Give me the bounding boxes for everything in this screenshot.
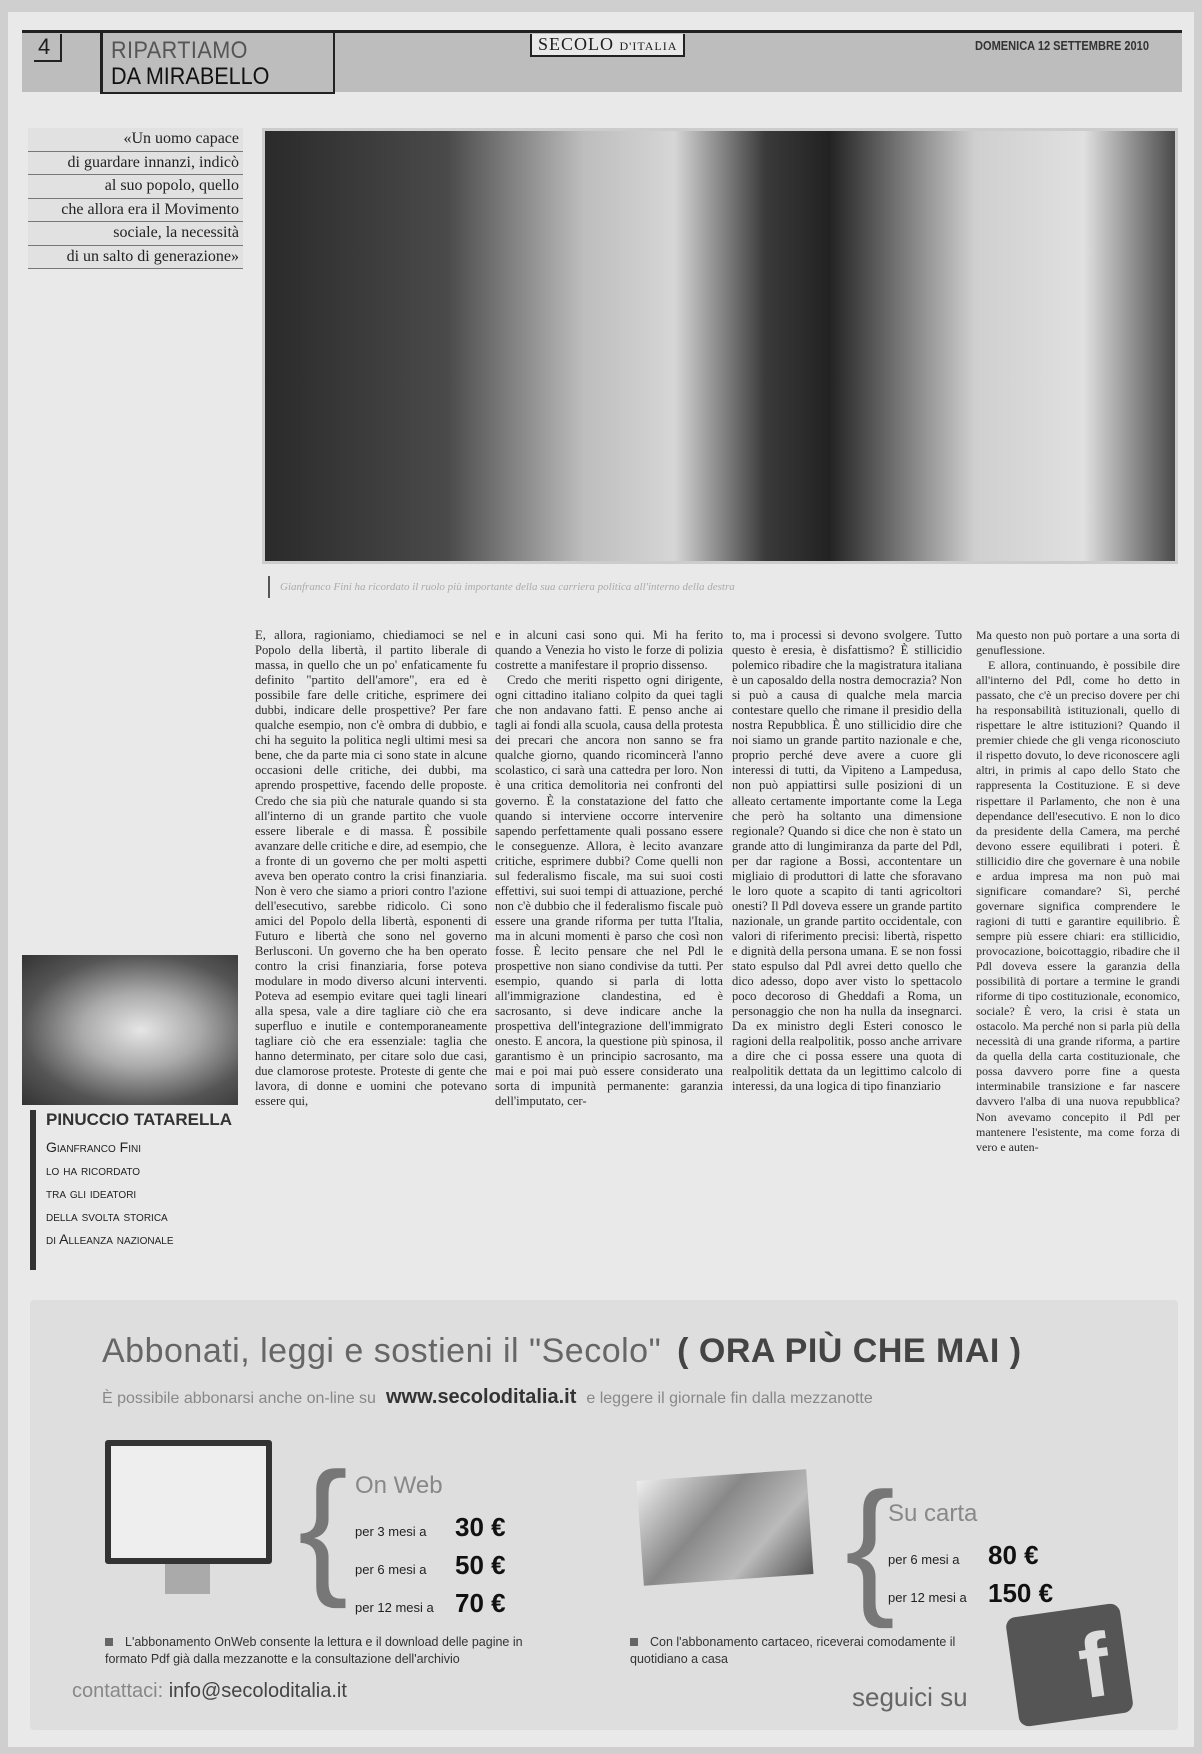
issue-date: DOMENICA 12 SETTEMBRE 2010 bbox=[975, 38, 1149, 53]
caption-line: di Alleanza nazionale bbox=[46, 1231, 174, 1247]
contact-email-link[interactable]: info@secoloditalia.it bbox=[168, 1680, 347, 1702]
web-offer-title: On Web bbox=[355, 1472, 443, 1499]
portrait-name: PINUCCIO TATARELLA bbox=[46, 1110, 233, 1129]
paper-note bbox=[630, 1634, 975, 1668]
paragraph: E allora, continuando, è possibile dire all'interno del Pdl, come ho detto in passato, che c'è un preciso dovere per chi ha responsabilità istituzionali, quello di rispettare le altre istituzioni? Quando il premier chiede che gli venga riconosciuto il rispetto dovuto, lo deve riconoscere agli altri, in primis al capo dello Stato che rappresenta la Costituzione. E si deve rispettare il Parlamento, che non è una dependance dell'esecutivo. E non lo dico da presidente della Camera, ma perché devono essere equilibrati i poteri. È stillicidio dire che governare è una nobile e ardua impresa ma non può mai significare comandare? Sì, perché governare significa comprendere le ragioni di tutti e garantire equilibrio. È sempre più essere chiari: era stillicidio, provocazione, boicottaggio, ribadire che il Pdl doveva essere la garanzia della possibilità di portare a termine le grandi riforme di tipo costituzionale, economico, sociale? È vero, la crisi è stata un ostacolo. Ma perché non si parla più della necessità di una grande riforma, a partire da quella della carta costituzionale, che possa davvero porre fine a questa interminabile transizione e far nascere davvero l'alba di una nuova repubblica? Non avevamo concepito il Pdl per mantenere l'esistente, ma come forza di vero e auten- bbox=[976, 658, 1180, 1154]
main-photo bbox=[262, 128, 1178, 564]
ad-sub-before: È possibile abbonarsi anche on-line su bbox=[102, 1390, 376, 1407]
section-title-line1: RIPARTIAMO bbox=[111, 37, 248, 64]
portrait-photo bbox=[22, 955, 238, 1105]
subscription-ad bbox=[30, 1300, 1178, 1730]
article-column-1 bbox=[255, 628, 487, 1278]
pull-quote-line: «Un uomo capace bbox=[28, 128, 243, 152]
caption-line: tra gli ideatori bbox=[46, 1185, 137, 1201]
section-title-line2: DA MIRABELLO bbox=[111, 63, 270, 90]
ad-sub-after: e leggere il giornale fin dalla mezzanotte bbox=[586, 1390, 873, 1407]
paragraph: e in alcuni casi sono qui. Mi ha ferito quando a Venezia ho visto le forze di polizia costrette a manifestare il proprio dissenso. bbox=[495, 628, 723, 673]
article-column-4 bbox=[976, 628, 1180, 1278]
offer-label: per 3 mesi a bbox=[355, 1524, 427, 1539]
offer-label: per 12 mesi a bbox=[888, 1590, 967, 1605]
ad-url-link[interactable]: www.secoloditalia.it bbox=[385, 1386, 577, 1408]
offer-price: 80 € bbox=[988, 1540, 1039, 1570]
facebook-icon[interactable]: f bbox=[1005, 1603, 1134, 1728]
caption-line: della svolta storica bbox=[46, 1208, 168, 1224]
paper-offer-rows bbox=[888, 1540, 1053, 1616]
photo-caption: Gianfranco Fini ha ricordato il ruolo più importante della sua carriera politica all'interno della destra bbox=[268, 576, 1180, 598]
brace-icon: { bbox=[845, 1461, 896, 1629]
caption-line: Gianfranco Fini bbox=[46, 1139, 142, 1155]
pull-quote-line: di un salto di generazione» bbox=[28, 246, 243, 270]
newspaper-image bbox=[637, 1469, 814, 1586]
pull-quote-line: di guardare innanzi, indicò bbox=[28, 152, 243, 176]
offer-price: 70 € bbox=[455, 1588, 506, 1618]
ad-headline-caps: ( ORA PIÙ CHE MAI ) bbox=[677, 1332, 1022, 1370]
paragraph: Ma questo non può portare a una sorta di genuflessione. bbox=[976, 628, 1180, 658]
bullet-icon bbox=[105, 1638, 113, 1646]
pull-quote-line: al suo popolo, quello bbox=[28, 175, 243, 199]
web-note-text: L'abbonamento OnWeb consente la lettura e il download delle pagine in formato Pdf già dalla mezzanotte e la consultazione dell'archivio bbox=[105, 1635, 523, 1666]
monitor-icon bbox=[105, 1440, 272, 1564]
pull-quote-line: che allora era il Movimento bbox=[28, 199, 243, 223]
page-number: 4 bbox=[34, 34, 62, 62]
contact bbox=[72, 1680, 347, 1703]
article-column-2 bbox=[495, 628, 723, 1278]
masthead bbox=[530, 34, 685, 57]
article-column-3 bbox=[732, 628, 962, 1278]
offer-label: per 6 mesi a bbox=[355, 1562, 427, 1577]
ad-headline-text: Abbonati, leggi e sostieni il "Secolo" bbox=[102, 1332, 662, 1370]
brace-icon: { bbox=[298, 1441, 349, 1609]
offer-price: 30 € bbox=[455, 1512, 506, 1542]
pull-quote-line: sociale, la necessità bbox=[28, 222, 243, 246]
ad-headline bbox=[102, 1332, 1022, 1371]
masthead-suffix: D'ITALIA bbox=[619, 39, 678, 53]
caption-line: lo ha ricordato bbox=[46, 1162, 141, 1178]
pull-quote bbox=[28, 128, 243, 269]
section-title bbox=[100, 32, 335, 94]
paper-offer-title: Su carta bbox=[888, 1500, 978, 1527]
paragraph: to, ma i processi si devono svolgere. Tutto questo è eresia, è disfattismo? È stillicidio polemico ribadire che la magistratura italiana è un caposaldo della nostra democrazia? Non si può a causa di qualche mela marcia contestare quello che rimane il presidio della nostra Repubblica. È uno stillicidio dire che noi siamo un grande partito nazionale e che, proprio perché deve avere a cuore gli interessi di tutti, da Vipiteno a Lampedusa, non può appiattirsi sulle posizioni di un alleato certamente importante come la Lega che però ha soltanto una dimensione regionale? Quando si dice che non è stato un grande atto di lungimiranza da parte del Pdl, per dar ragione a Bossi, accontentare un migliaio di produttori di latte che sforavano le loro quote a scapito di tanti agricoltori onesti? Il Pdl doveva essere un grande partito nazionale, un grande partito occidentale, con valori di riferimento precisi: libertà, rispetto e dignità della persona umana. E se non fossi stato espulso dal Pdl avrei detto quello che dico adesso, dopo aver visto lo spettacolo poco decoroso di Gheddafi a Roma, un personaggio che non ha nulla da insegnarci. Da ex ministro degli Esteri conosco le ragioni della realpolitik, posso anche arrivare a dire che ci possa essere una quota di realpolitik dettata da un legittimo calcolo di interessi, da una logica di tipo finanziario bbox=[732, 628, 962, 1094]
monitor-stand-icon bbox=[165, 1564, 210, 1594]
paragraph: E, allora, ragioniamo, chiediamoci se nel Popolo della libertà, il partito liberale di massa, in quello che un po' enfaticamente fu definito "partito dell'amore", era ed è possibile fare delle critiche, esprimere dei dubbi, indicare delle prospettive? Per fare qualche esempio, non c'è ombra di dubbio, e chi ha seguito la politica negli ultimi mesi sa bene, che da parte mia ci sono state in alcune occasioni delle critiche, dei dubbi, ma aprendo prospettive, facendo delle proposte. Credo che sia più che naturale quando si sta all'interno di un grande partito che vuole essere liberale e di massa. È possibile avanzare delle critiche e dire, ad esempio, che a fronte di un governo che per molti aspetti aveva ben operato contro la crisi finanziaria. Non è vero che siamo a priori contro l'azione dell'esecutivo, sarebbe ridicolo. Ci sono amici del Popolo della libertà, esponenti di Futuro e libertà che sono nel governo Berlusconi. Un governo che ha ben operato contro la crisi finanziaria, forse poteva modulare in modo diverso alcuni interventi. Poteva ad esempio evitare quei tagli lineari alla spesa, vale a dire tagliare ciò che era superfluo e inutile e contemporaneamente tagliare ciò che era essenziale: taglia che hanno determinato, per citare solo due casi, due clamorose proteste. Proteste di gente che lavora, di donne e uomini che potevano essere qui, bbox=[255, 628, 487, 1109]
web-note bbox=[105, 1634, 545, 1668]
contact-label: contattaci: bbox=[72, 1680, 164, 1702]
paper-note-text: Con l'abbonamento cartaceo, riceverai comodamente il quotidiano a casa bbox=[630, 1635, 956, 1666]
ad-subtitle bbox=[102, 1386, 873, 1409]
paragraph: Credo che meriti rispetto ogni dirigente, ogni cittadino italiano colpito da quei tagli che non andavano fatti. E penso anche ai tagli ai fondi alla scuola, causa della protesta dei precari che ancora non sanno se fra qualche giorno, quando ricomincerà l'anno scolastico, ci sarà una cattedra per loro. Non è una critica demolitoria nei confronti del governo. È la constatazione del fatto che quando si interviene occorre intervenire sapendo perfettamente quali possano essere le conseguenze. Allora, è lecito avanzare critiche, esprimere dubbi? Come quelli non sul federalismo fiscale, ma sui suoi costi effettivi, sui suoi tempi di attuazione, perché non c'è dubbio che il federalismo fiscale può essere una grande riforma per tutta l'Italia, ma in alcuni momenti è parso che così non fosse. È lecito pensare che nel Pdl le prospettive non siano condivise da tutti. Per esempio, quando si parla di lotta all'immigrazione clandestina, ed è sacrosanto, si deve indicare anche la prospettiva dell'integrazione dell'immigrato onesto. E ancora, la questione più spinosa, il garantismo è un principio sacrosanto, ma mai e poi mai può essere considerato una sorta di impunità permanente: garanzia dell'imputato, cer- bbox=[495, 673, 723, 1109]
offer-price: 150 € bbox=[988, 1578, 1054, 1608]
web-offer-rows bbox=[355, 1512, 506, 1626]
offer-price: 50 € bbox=[455, 1550, 506, 1580]
offer-label: per 12 mesi a bbox=[355, 1600, 434, 1615]
masthead-name: SECOLO bbox=[538, 34, 615, 54]
follow-label: seguici su bbox=[852, 1682, 968, 1712]
portrait-caption bbox=[30, 1110, 261, 1270]
bullet-icon bbox=[630, 1638, 638, 1646]
offer-label: per 6 mesi a bbox=[888, 1552, 960, 1567]
